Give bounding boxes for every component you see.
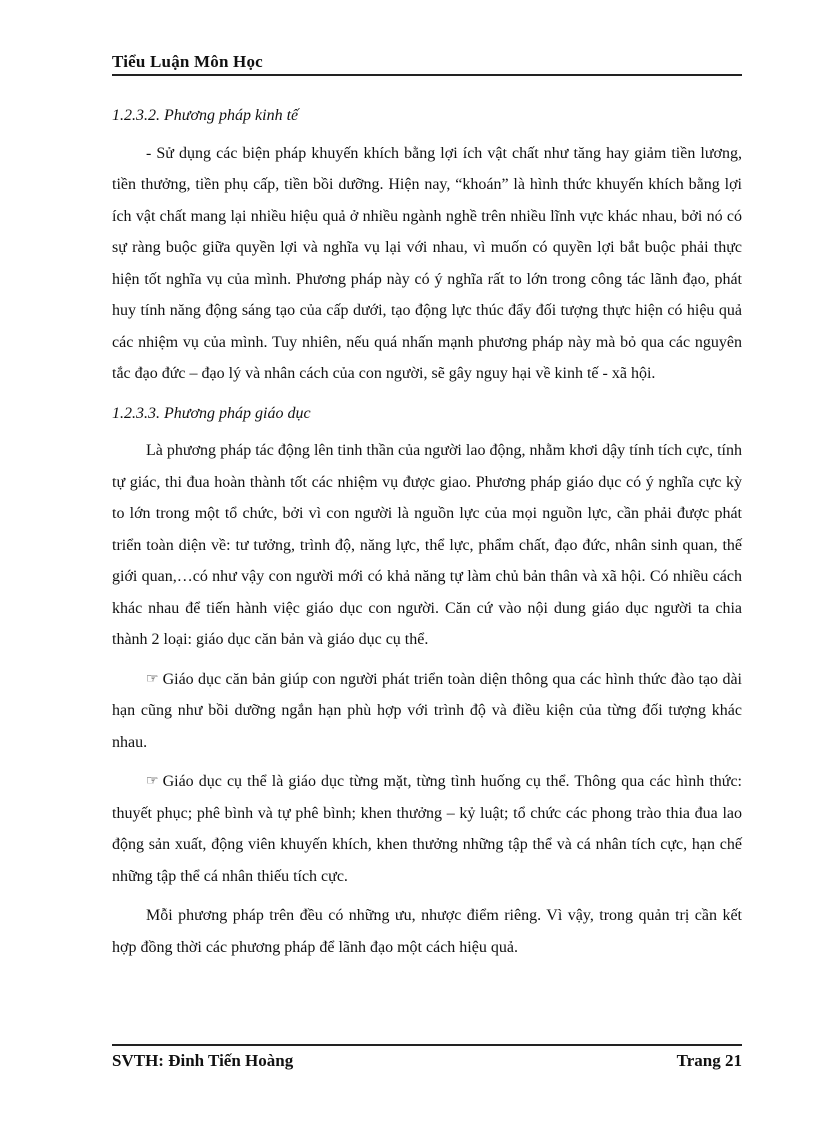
- conclusion-paragraph: Mỗi phương pháp trên đều có những ưu, nhược điểm riêng. Vì vậy, trong quản trị cần kết hợp đồng thời các phương pháp để lãnh đạo một cách hiệu quả.: [112, 907, 742, 956]
- pointing-hand-icon: ☞: [146, 671, 159, 687]
- footer-page-number: Trang 21: [676, 1051, 742, 1070]
- bullet-text-basic-education: Giáo dục căn bản giúp con người phát triển toàn diện thông qua các hình thức đào tạo dài hạn cũng như bồi dưỡng ngắn hạn phù hợp với trình độ và điều kiện của từng đối tượng khác nhau.: [112, 670, 742, 751]
- paragraph-economic: - Sử dụng các biện pháp khuyến khích bằng lợi ích vật chất như tăng hay giảm tiền lương, tiền thưởng, tiền phụ cấp, tiền bồi dưỡng. Hiện nay, “khoán” là hình thức khuyến khích bằng lợi ích vật chất mang lại nhiều hiệu quả ở nhiều ngành nghề trên nhiều lĩnh vực khác nhau, bởi nó có sự ràng buộc giữa quyền lợi và nghĩa vụ lại với nhau, vì muốn có quyền lợi bắt buộc phải thực hiện tốt nghĩa vụ của mình. Phương pháp này có ý nghĩa rất to lớn trong công tác lãnh đạo, phát huy tính năng động sáng tạo của cấp dưới, tạo động lực thúc đẩy đối tượng thực hiện có hiệu quả các nhiệm vụ của mình. Tuy nhiên, nếu quá nhấn mạnh phương pháp này mà bỏ qua các nguyên tắc đạo đức – đạo lý và nhân cách của con người, sẽ gây nguy hại về kinh tế - xã hội.: [112, 144, 742, 382]
- header-divider: [112, 74, 742, 76]
- footer-author: SVTH: Đinh Tiến Hoàng: [112, 1051, 294, 1070]
- footer-divider: [112, 1044, 742, 1046]
- page-header: Tiểu Luận Môn Học: [112, 52, 263, 71]
- page-footer: [112, 1051, 742, 1071]
- section-title-economic: 1.2.3.2. Phương pháp kinh tế: [112, 107, 299, 124]
- paragraph-education: Là phương pháp tác động lên tinh thần của người lao động, nhằm khơi dậy tính tích cực, tính tự giác, thi đua hoàn thành tốt các nhiệm vụ được giao. Phương pháp giáo dục có ý nghĩa cực kỳ to lớn trong một tổ chức, bởi vì con người là nguồn lực của mọi nguồn lực, cần phải được phát triển toàn diện về: tư tưởng, trình độ, năng lực, thể lực, phẩm chất, đạo đức, nhân sinh quan, thế giới quan,…có như vậy con người mới có khả năng tự làm chủ bản thân và xã hội. Có nhiều cách khác nhau để tiến hành việc giáo dục con người. Căn cứ vào nội dung giáo dục người ta chia thành 2 loại: giáo dục căn bản và giáo dục cụ thể.: [112, 442, 742, 648]
- bullet-item-specific-education: [112, 766, 742, 892]
- section-title-education: 1.2.3.3. Phương pháp giáo dục: [112, 404, 311, 422]
- pointing-hand-icon: ☞: [146, 774, 159, 789]
- bullet-text-specific-education: Giáo dục cụ thể là giáo dục từng mặt, từng tình huống cụ thể. Thông qua các hình thức: thuyết phục; phê bình và tự phê bình; khen thưởng – kỷ luật; tổ chức các phong trào thia đua lao động sản xuất, động viên khuyến khích, khen thưởng những tập thể và cá nhân tích cực, hạn chế những tập thể cá nhân thiếu tích cực.: [112, 773, 742, 885]
- page-content: [112, 100, 742, 971]
- bullet-item-basic-education: [112, 664, 742, 759]
